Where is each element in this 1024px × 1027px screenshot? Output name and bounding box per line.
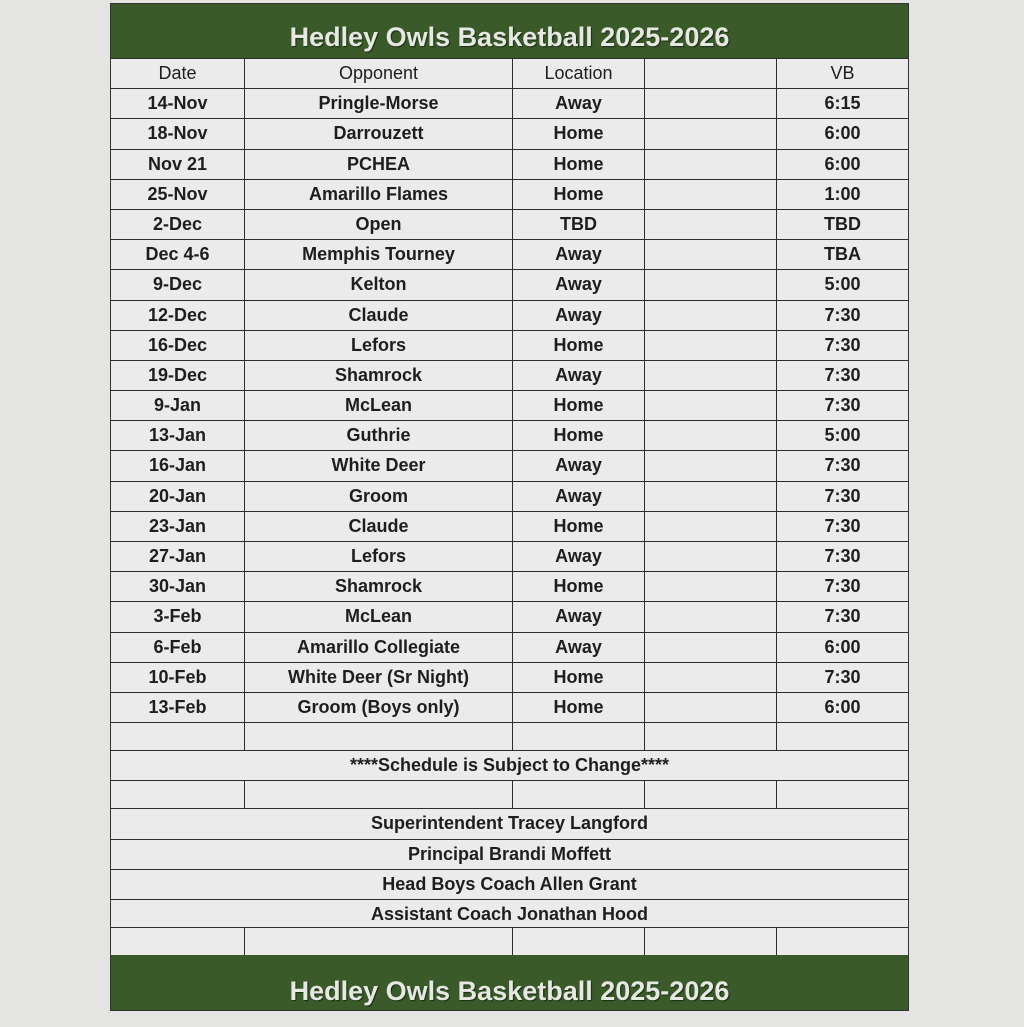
game-row [111, 360, 908, 390]
column-header-date: Date [158, 63, 197, 83]
game-date: Nov 21 [147, 153, 208, 174]
game-location: Away [512, 602, 644, 631]
blank-row [111, 722, 908, 750]
game-opponent: Amarillo Flames [244, 180, 512, 209]
game-blank [644, 210, 776, 239]
game-opponent: Groom [244, 482, 512, 511]
game-blank [644, 663, 776, 692]
game-row [111, 209, 908, 239]
game-blank [644, 89, 776, 118]
game-row [111, 632, 908, 662]
game-vb: 5:00 [776, 421, 908, 450]
blank-row [111, 927, 908, 955]
game-date: 27-Jan [148, 546, 207, 566]
game-location: Home [512, 421, 644, 450]
game-opponent: McLean [244, 391, 512, 420]
schedule-sheet [110, 3, 909, 1011]
column-header-row [111, 58, 908, 88]
game-vb: 6:15 [776, 89, 908, 118]
game-vb: 7:30 [776, 512, 908, 541]
game-opponent: Groom (Boys only) [244, 693, 512, 722]
game-opponent: McLean [244, 602, 512, 631]
game-location: Home [512, 150, 644, 179]
game-row [111, 269, 908, 299]
game-blank [644, 482, 776, 511]
staff-superintendent: Superintendent Tracey Langford [370, 813, 649, 834]
game-vb: 7:30 [776, 361, 908, 390]
schedule-title: Hedley Owls Basketball 2025-2026 [111, 4, 908, 58]
game-date: 20-Jan [148, 485, 207, 506]
game-vb: 7:30 [776, 391, 908, 420]
game-location: Away [512, 542, 644, 571]
game-opponent: Open [244, 210, 512, 239]
staff-principal: Principal Brandi Moffett [407, 843, 611, 864]
game-date: 2-Dec [152, 213, 203, 234]
staff-assistant-coach: Assistant Coach Jonathan Hood [370, 903, 649, 924]
game-vb: 7:30 [776, 542, 908, 571]
game-date: 13-Feb [148, 696, 207, 717]
game-vb: 6:00 [776, 150, 908, 179]
game-blank [644, 602, 776, 631]
game-blank [644, 361, 776, 390]
game-row [111, 511, 908, 541]
game-vb: 7:30 [776, 451, 908, 480]
game-row [111, 541, 908, 571]
game-vb: TBD [776, 210, 908, 239]
game-date: Dec 4-6 [145, 244, 210, 265]
game-opponent: Pringle-Morse [244, 89, 512, 118]
game-location: Away [512, 361, 644, 390]
game-opponent: Lefors [244, 542, 512, 571]
game-opponent: Darrouzett [244, 119, 512, 148]
game-vb: 7:30 [776, 331, 908, 360]
game-blank [644, 119, 776, 148]
game-vb: 1:00 [776, 180, 908, 209]
game-blank [644, 391, 776, 420]
game-location: Away [512, 482, 644, 511]
game-location: Home [512, 180, 644, 209]
game-vb: 7:30 [776, 602, 908, 631]
game-date: 12-Dec [147, 304, 208, 325]
game-location: Away [512, 89, 644, 118]
game-row [111, 239, 908, 269]
staff-row [111, 899, 908, 927]
game-opponent: Claude [244, 512, 512, 541]
column-header-vb: VB [776, 59, 908, 88]
game-row [111, 330, 908, 360]
game-row [111, 481, 908, 511]
game-vb: 6:00 [776, 119, 908, 148]
game-date: 23-Jan [148, 515, 207, 536]
game-blank [644, 180, 776, 209]
game-date: 10-Feb [148, 666, 207, 687]
game-vb: 6:00 [776, 693, 908, 722]
column-header-location: Location [512, 59, 644, 88]
footer-title: Hedley Owls Basketball 2025-2026 [111, 955, 908, 1010]
game-vb: 7:30 [776, 663, 908, 692]
game-blank [644, 270, 776, 299]
game-row [111, 420, 908, 450]
game-date: 19-Dec [147, 364, 208, 385]
game-row [111, 692, 908, 722]
game-row [111, 118, 908, 148]
game-location: Away [512, 301, 644, 330]
game-location: Away [512, 451, 644, 480]
game-row [111, 662, 908, 692]
game-date: 13-Jan [148, 425, 207, 446]
game-opponent: PCHEA [244, 150, 512, 179]
game-location: Home [512, 663, 644, 692]
game-date: 9-Dec [152, 274, 203, 295]
game-blank [644, 301, 776, 330]
game-blank [644, 542, 776, 571]
games-body [111, 88, 908, 722]
game-opponent: Shamrock [244, 361, 512, 390]
game-location: Home [512, 512, 644, 541]
game-date: 9-Jan [153, 395, 202, 416]
game-row [111, 601, 908, 631]
game-location: Home [512, 391, 644, 420]
game-date: 16-Jan [148, 455, 207, 476]
game-opponent: White Deer [244, 451, 512, 480]
game-location: Away [512, 240, 644, 269]
staff-row [111, 808, 908, 838]
column-header-opponent: Opponent [244, 59, 512, 88]
game-row [111, 88, 908, 118]
game-date: 14-Nov [147, 93, 208, 114]
game-opponent: Memphis Tourney [244, 240, 512, 269]
game-location: Home [512, 693, 644, 722]
game-opponent: Amarillo Collegiate [244, 633, 512, 662]
game-date: 25-Nov [147, 183, 208, 204]
game-row [111, 571, 908, 601]
game-vb: 7:30 [776, 572, 908, 601]
game-blank [644, 150, 776, 179]
game-opponent: Kelton [244, 270, 512, 299]
game-vb: TBA [776, 240, 908, 269]
game-row [111, 179, 908, 209]
game-opponent: Claude [244, 301, 512, 330]
game-row [111, 149, 908, 179]
game-blank [644, 572, 776, 601]
game-date: 16-Dec [147, 334, 208, 355]
game-vb: 7:30 [776, 482, 908, 511]
game-opponent: Shamrock [244, 572, 512, 601]
game-row [111, 300, 908, 330]
game-vb: 6:00 [776, 633, 908, 662]
game-location: Home [512, 331, 644, 360]
blank-row [111, 780, 908, 808]
game-vb: 5:00 [776, 270, 908, 299]
game-blank [644, 331, 776, 360]
game-date: 18-Nov [147, 123, 208, 144]
game-blank [644, 451, 776, 480]
game-date: 30-Jan [148, 576, 207, 597]
game-blank [644, 512, 776, 541]
staff-row [111, 839, 908, 869]
game-blank [644, 693, 776, 722]
column-header-blank [644, 59, 776, 88]
schedule-note: ****Schedule is Subject to Change**** [349, 755, 670, 776]
game-vb: 7:30 [776, 301, 908, 330]
game-date: 6-Feb [153, 636, 202, 657]
game-opponent: White Deer (Sr Night) [244, 663, 512, 692]
game-location: Away [512, 633, 644, 662]
game-location: TBD [512, 210, 644, 239]
game-blank [644, 421, 776, 450]
game-opponent: Guthrie [244, 421, 512, 450]
game-date: 3-Feb [153, 606, 202, 627]
game-blank [644, 633, 776, 662]
staff-head-coach: Head Boys Coach Allen Grant [382, 873, 637, 894]
game-location: Home [512, 119, 644, 148]
staff-row [111, 869, 908, 899]
game-opponent: Lefors [244, 331, 512, 360]
schedule-note-row [111, 750, 908, 780]
game-location: Away [512, 270, 644, 299]
game-row [111, 450, 908, 480]
game-row [111, 390, 908, 420]
game-blank [644, 240, 776, 269]
game-location: Home [512, 572, 644, 601]
